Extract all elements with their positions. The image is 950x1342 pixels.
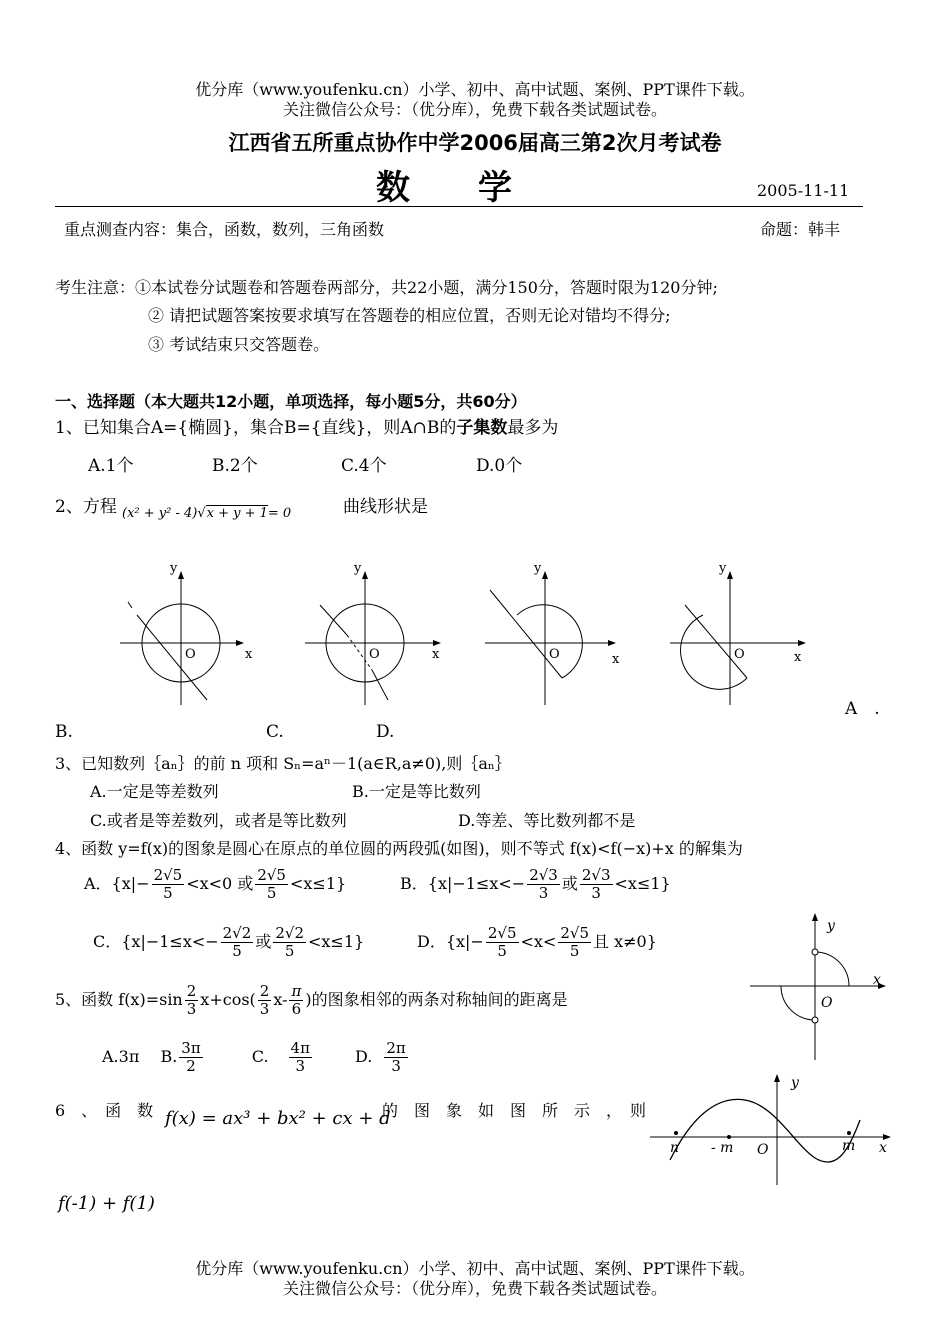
q6-fig-origin-label: O — [757, 1142, 769, 1158]
q4-option-c — [93, 925, 364, 960]
q5-option-c-fraction: $\frac{4\pi}{3}$ — [290, 1039, 310, 1075]
q5-fraction-2: $\frac{2}{3}$ — [259, 982, 270, 1018]
q3-option-a: A.一定是等差数列 — [90, 782, 219, 801]
footer-line-1: 优分库（www.youfenku.cn）小学、初中、高中试题、案例、PPT课件下载。 — [195, 1259, 755, 1278]
subject-title: 数 学 — [376, 168, 512, 208]
q4-option-b — [400, 867, 671, 902]
fig4-y-label: y — [719, 561, 727, 576]
q4-option-d — [417, 925, 657, 960]
q4c-fraction-1: $\frac{2√2}{5}$ — [222, 924, 252, 960]
q5-option-d-fraction: $\frac{2\pi}{3}$ — [386, 1039, 406, 1075]
fig4-origin-label: O — [734, 647, 745, 662]
q5-options — [102, 1040, 410, 1075]
q5-part: 5、函数 f(x)=sin — [55, 990, 183, 1009]
fig1-origin-label: O — [185, 647, 196, 662]
q5-fraction-3: $\frac{\pi}{6}$ — [291, 982, 302, 1018]
q5-fraction-1: $\frac{2}{3}$ — [186, 982, 197, 1018]
fig2-origin-label: O — [369, 647, 380, 662]
question-5 — [55, 983, 568, 1018]
q1-option-a: A.1个 — [88, 456, 134, 476]
q6-fig-neg-m-label: - m — [711, 1140, 734, 1156]
q4b-fraction-1: $\frac{2√3}{3}$ — [529, 866, 558, 902]
section-heading: 一、选择题（本大题共12小题，单项选择，每小题5分，共60分） — [55, 392, 527, 411]
q2-eq-end: = 0 — [267, 506, 292, 521]
q4c-part: <x≤1} — [308, 932, 365, 951]
question-4: 4、函数 y=f(x)的图象是圆心在原点的单位圆的两段弧(如图)，则不等式 f(x)<f(−x)+x 的解集为 — [55, 839, 743, 858]
q2-figure-4 — [670, 561, 805, 705]
q6-figure — [645, 1070, 900, 1190]
q4c-fraction-2: $\frac{2√2}{5}$ — [275, 924, 304, 960]
q5-option-d: D. — [355, 1047, 373, 1066]
exam-title: 江西省五所重点协作中学2006届高三第2次月考试卷 — [228, 131, 722, 155]
q2-text: 2、方程 — [55, 497, 117, 517]
q2-figure-3 — [485, 561, 620, 705]
q1-option-b: B.2个 — [212, 456, 258, 476]
exam-date: 2005-11-11 — [757, 181, 850, 200]
q1-bold: 子集数 — [456, 418, 508, 438]
fig2-y-label: y — [354, 561, 362, 576]
q6-text: 6 、 函 数 — [55, 1101, 154, 1120]
q6-expression: f(-1) + f(1) — [58, 1193, 155, 1214]
q5-option-b: B. — [160, 1047, 178, 1066]
q4c-part: 或 — [255, 932, 272, 951]
q2-figures — [110, 560, 830, 710]
q4-figure — [745, 910, 895, 1065]
fig3-y-label: y — [534, 561, 542, 576]
q4a-fraction-1: $\frac{2√5}{5}$ — [153, 866, 183, 902]
q2-option-b: B. — [55, 722, 73, 742]
q3-option-d: D.等差、等比数列都不是 — [458, 811, 636, 830]
q5-option-b-fraction: $\frac{3\pi}{2}$ — [181, 1039, 201, 1075]
footer-line-2: 关注微信公众号：（优分库），免费下载各类试题试卷。 — [282, 1279, 667, 1298]
q2-option-d: D. — [376, 722, 395, 742]
q4d-fraction-2: $\frac{2√5}{5}$ — [560, 924, 589, 960]
test-scope: 重点测查内容：集合，函数，数列，三角函数 — [64, 220, 385, 239]
q4b-part: 或 — [561, 874, 578, 893]
q6-fig-n-label: n — [670, 1140, 680, 1156]
fig2-x-label: x — [432, 647, 440, 662]
q5-option-c: C. — [251, 1047, 269, 1066]
q4a-part: <x<0 或 — [186, 874, 254, 893]
q6-text-end: 的 图 象 如 图 所 示 ， 则 — [382, 1101, 647, 1120]
fig4-x-label: x — [794, 650, 802, 665]
q4d-part: D．{x|− — [417, 932, 484, 951]
q2-figure-2 — [305, 561, 440, 705]
q5-part: x- — [273, 990, 288, 1009]
q4d-fraction-1: $\frac{2√5}{5}$ — [487, 924, 517, 960]
header-line-2: 关注微信公众号：（优分库），免费下载各类试题试卷。 — [282, 100, 667, 119]
q4b-fraction-2: $\frac{2√3}{3}$ — [581, 866, 611, 902]
notice-label: 考生注意： — [55, 278, 136, 297]
q4-fig-x-label: x — [873, 972, 881, 988]
fig1-y-label: y — [170, 561, 178, 576]
q3-option-b: B.一定是等比数列 — [352, 782, 481, 801]
notice-item-1 — [55, 275, 718, 298]
q6-fig-y-label: y — [791, 1075, 799, 1091]
q2-text-end: 曲线形状是 — [343, 497, 428, 517]
sqrt-sign: √ — [197, 506, 206, 521]
q5-option-a: A.3π — [102, 1047, 140, 1066]
q4b-part: B．{x|−1≤x<− — [400, 874, 526, 893]
q6-fig-x-label: x — [879, 1140, 887, 1156]
q2-eq-part: (x² + y² - 4) — [122, 506, 198, 521]
q2-eq-radicand: x + y + 1 — [206, 506, 268, 521]
q4a-part: <x≤1} — [289, 874, 347, 893]
question-3: 3、已知数列｛aₙ｝的前 n 项和 Sₙ=aⁿ－1(a∈R,a≠0),则｛aₙ｝ — [55, 754, 511, 773]
q4d-part: <x< — [520, 932, 557, 951]
fig1-x-label: x — [245, 647, 253, 662]
q4-fig-y-label: y — [827, 918, 835, 934]
q1-text-end: 最多为 — [507, 418, 559, 438]
q1-option-d: D.0个 — [476, 456, 523, 476]
fig3-origin-label: O — [549, 647, 560, 662]
q4a-fraction-2: $\frac{2√5}{5}$ — [257, 866, 286, 902]
notice-item-2: ② 请把试题答案按要求填写在答题卷的相应位置，否则无论对错均不得分; — [148, 306, 671, 325]
q4c-part: C．{x|−1≤x<− — [93, 932, 219, 951]
author: 命题：韩丰 — [760, 220, 841, 239]
q2-equation — [122, 506, 291, 521]
fig3-x-label: x — [612, 652, 620, 667]
q4d-part: 且 x≠0} — [593, 932, 657, 951]
q2-option-a: A . — [845, 699, 880, 719]
q4b-part: <x≤1} — [614, 874, 671, 893]
q3-option-c: C.或者是等差数列，或者是等比数列 — [90, 811, 347, 830]
q5-part: x+cos( — [200, 990, 256, 1009]
q4a-part: A．{x|− — [84, 874, 150, 893]
q5-part: )的图象相邻的两条对称轴间的距离是 — [305, 990, 568, 1009]
q6-fig-m-label: m — [842, 1138, 856, 1154]
q2-figure-1 — [120, 561, 253, 705]
question-1 — [55, 413, 558, 438]
q4-option-a — [84, 867, 346, 902]
q6-equation: f(x) = ax³ + bx² + cx + d — [165, 1108, 391, 1129]
q1-text: 1、已知集合A={椭圆}，集合B={直线}，则A∩B的 — [55, 418, 457, 438]
q2-option-c: C. — [266, 722, 284, 742]
notice-item-3: ③ 考试结束只交答题卷。 — [148, 335, 330, 354]
notice-text: ①本试卷分试题卷和答题卷两部分，共22小题，满分150分，答题时限为120分钟; — [135, 278, 718, 297]
header-rule — [55, 206, 863, 207]
header-line-1: 优分库（www.youfenku.cn）小学、初中、高中试题、案例、PPT课件下载。 — [195, 80, 755, 99]
q4-fig-origin-label: O — [821, 995, 833, 1011]
q1-option-c: C.4个 — [341, 456, 387, 476]
